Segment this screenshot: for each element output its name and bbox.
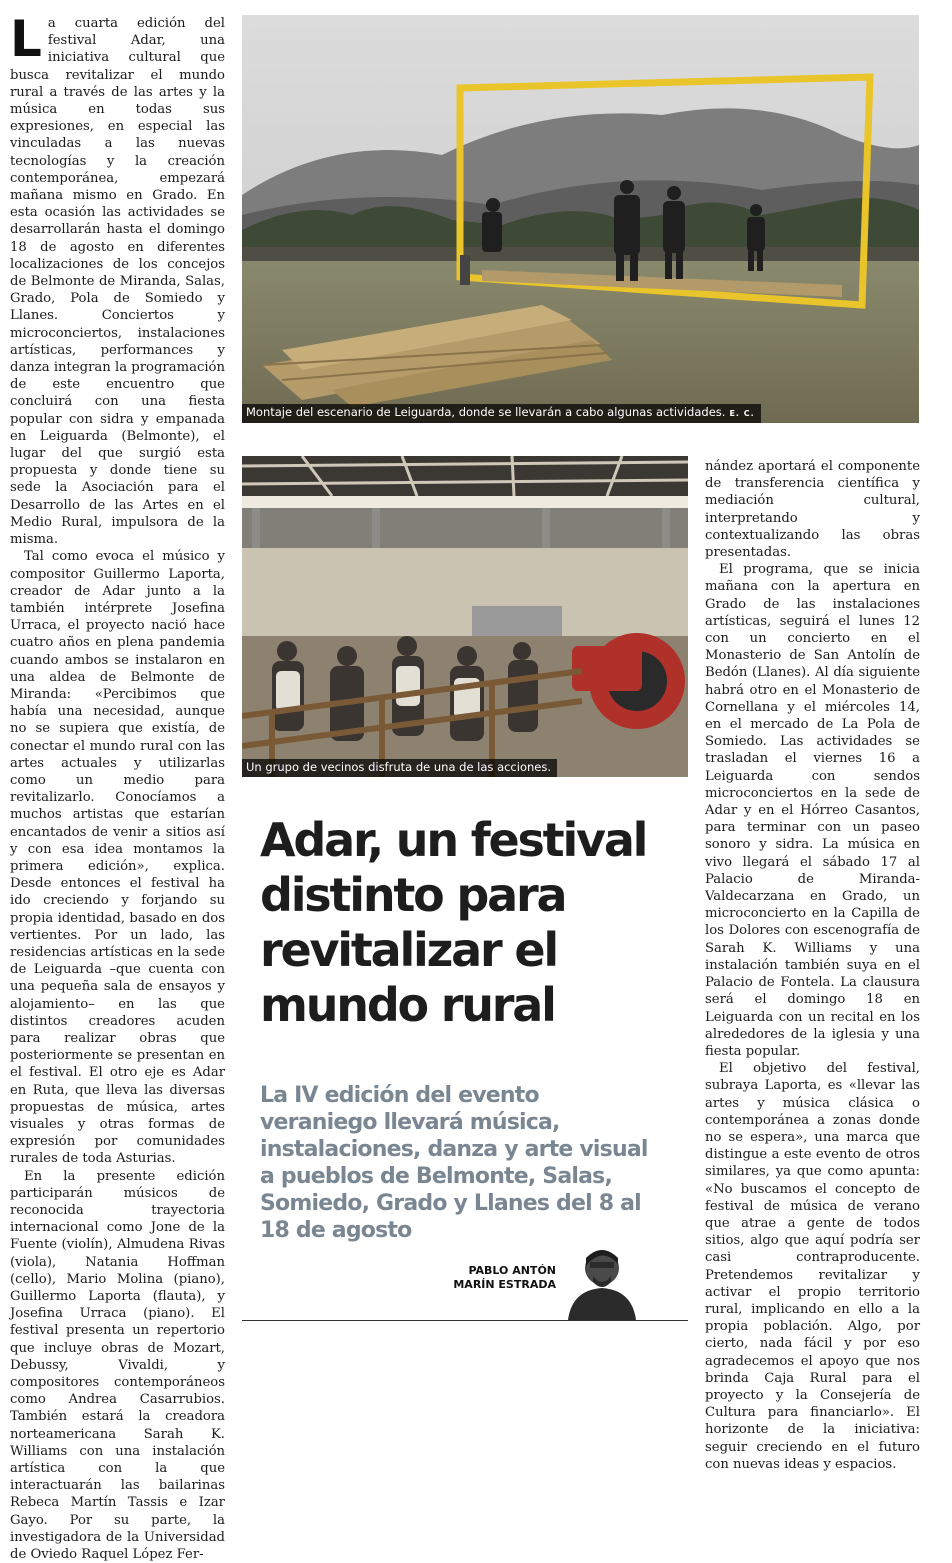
author-portrait-image — [560, 1240, 640, 1320]
bottom-photo-caption: Un grupo de vecinos disfruta de una de las acciones. — [242, 759, 557, 777]
paragraph-5: El programa, que se inicia mañana con la apertura en Grado de las instalaciones artísticas, seguirá el lunes 12 con un concierto en el Monasterio de San Antolín de Bedón (Llanes). Al día siguiente habrá otro en el Monasterio de Cornellana y el miércoles 14, en el mercado de La Pola de Somiedo. Las actividades se trasladan el viernes 16 a Leiguarda con sendos microconciertos en la sede de Adar y en el Hórreo Casantos, para terminar con un paseo sonoro y sidra. La música en vivo llegará el sábado 17 al Palacio de Miranda-Valdecarzana en Grado, un microconcierto en la Capilla de los Dolores con escenografía de Sarah K. Williams y una instalación también suya en el Palacio de Fontela. La clausura será el domingo 18 en Leiguarda con un recital en los alrededores de la iglesia y una fiesta popular. — [705, 562, 920, 1059]
drop-cap: L — [10, 10, 42, 68]
article-right-column — [705, 458, 920, 1473]
article-left-column — [10, 10, 225, 1563]
article-headline: Adar, un festival distinto para revitalizar el mundo rural — [260, 813, 647, 1032]
paragraph-3: En la presente edición participarán músicos de reconocida trayectoria internacional como Jone de la Fuente (violín), Almudena Rivas (viola), Natania Hoffman (cello), Mario Molina (piano), Guillermo Laporta (flauta), y Josefina Urraca (piano). El festival presenta un repertorio que incluye obras de Mozart, Debussy, Vivaldi, y compositores contemporáneos como Andrea Casarrubios. También estará la creadora norteamericana Sarah K. Williams con una instalación artística con la que interactuarán las bailarinas Rebeca Martín Tassis e Izar Gayo. Por su parte, la investigadora de la Universidad de Oviedo Raquel López Fer- — [10, 1168, 225, 1563]
author-name-line1: PABLO ANTÓN — [468, 1264, 556, 1277]
author-name-line2: MARÍN ESTRADA — [453, 1278, 556, 1291]
neighbors-group-image — [242, 456, 688, 777]
paragraph-1-text: a cuarta edición del festival Adar, una iniciativa cultural que busca revitalizar el mundo rural a través de las artes y la música en todas sus expresiones, en especial las vinculadas a las nuevas tecnologías y la creación contemporánea, empezará mañana mismo en Grado. En esta ocasión las actividades se desarrollarán hasta el domingo 18 de agosto en diferentes localizaciones de los concejos de Belmonte de Miranda, Salas, Grado, Pola de Somiedo y Llanes. Conciertos y microconciertos, instalaciones artísticas, performances y danza integran la programación de este encuentro que concluirá con una fiesta popular con sidra y empanada en Leiguarda (Belmonte), el lugar del que surgió esta propuesta y donde tiene su sede la Asociación para el Desarrollo de las Artes en el Medio Rural, impulsora de la misma. — [10, 16, 225, 548]
paragraph-4: nández aportará el componente de transferencia científica y mediación cultural, interpretando y contextualizando las obras presentadas. — [705, 459, 920, 561]
stage-assembly-photo — [242, 15, 919, 423]
author-photo — [560, 1240, 640, 1320]
paragraph-2: Tal como evoca el músico y compositor Guillermo Laporta, creador de Adar junto a la también intérprete Josefina Urraca, el proyecto nació hace cuatro años en plena pandemia cuando ambos se instalaron en una aldea de Belmonte de Miranda: «Percibimos que había una necesidad, aunque no se supiera que existía, de conectar el mundo rural con las artes actuales y utilizarlas como un medio para revitalizarlo. Conocíamos a muchos artistas que estarían encantados de venir a sitios así y con esa idea montamos la primera edición», explica. Desde entonces el festival ha ido creciendo y forjando su propia identidad, basado en dos vertientes. Por un lado, las residencias artísticas en la sede de Leiguarda –que cuenta con una pequeña sala de ensayos y alojamiento– en las que distintos creadores acuden para realizar obras que posteriormente se presentan en el festival. El otro eje es Adar en Ruta, que lleva las diversas propuestas de música, artes visuales y otras formas de expresión por comunidades rurales de toda Asturias. — [10, 549, 225, 1167]
paragraph-1 — [10, 10, 225, 548]
article-subheadline: La IV edición del evento veraniego llevará música, instalaciones, danza y arte visual a pueblos de Belmonte, Salas, Somiedo, Grado y Llanes del 8 al 18 de agosto — [260, 1083, 648, 1243]
byline — [420, 1264, 556, 1292]
paragraph-6: El objetivo del festival, subraya Laporta, es «llevar las artes y música clásica o contemporánea a zonas donde no se espera», una marca que distingue a este evento de otros similares, ya que como apunta: «No buscamos el concepto de festival de música de verano que atrae a gente de todos sitios, algo que aquí podría ser casi contraproducente. Pretendemos revitalizar y activar el propio territorio rural, implicando en ello a la propia población. Algo, por cierto, nada fácil y por eso agradecemos el apoyo que nos brinda Caja Rural para el proyecto y la Consejería de Cultura para financiarlo». El horizonte de la iniciativa: seguir creciendo en el futuro con nuevas ideas y espacios. — [705, 1061, 920, 1472]
bottom-rule — [242, 1320, 688, 1321]
stage-assembly-image — [242, 15, 919, 423]
neighbors-group-photo — [242, 456, 688, 777]
top-photo-caption — [242, 404, 761, 423]
photo-credit: E. C. — [729, 409, 755, 418]
top-caption-text: Montaje del escenario de Leiguarda, donde se llevarán a cabo algunas actividades. — [246, 405, 726, 419]
